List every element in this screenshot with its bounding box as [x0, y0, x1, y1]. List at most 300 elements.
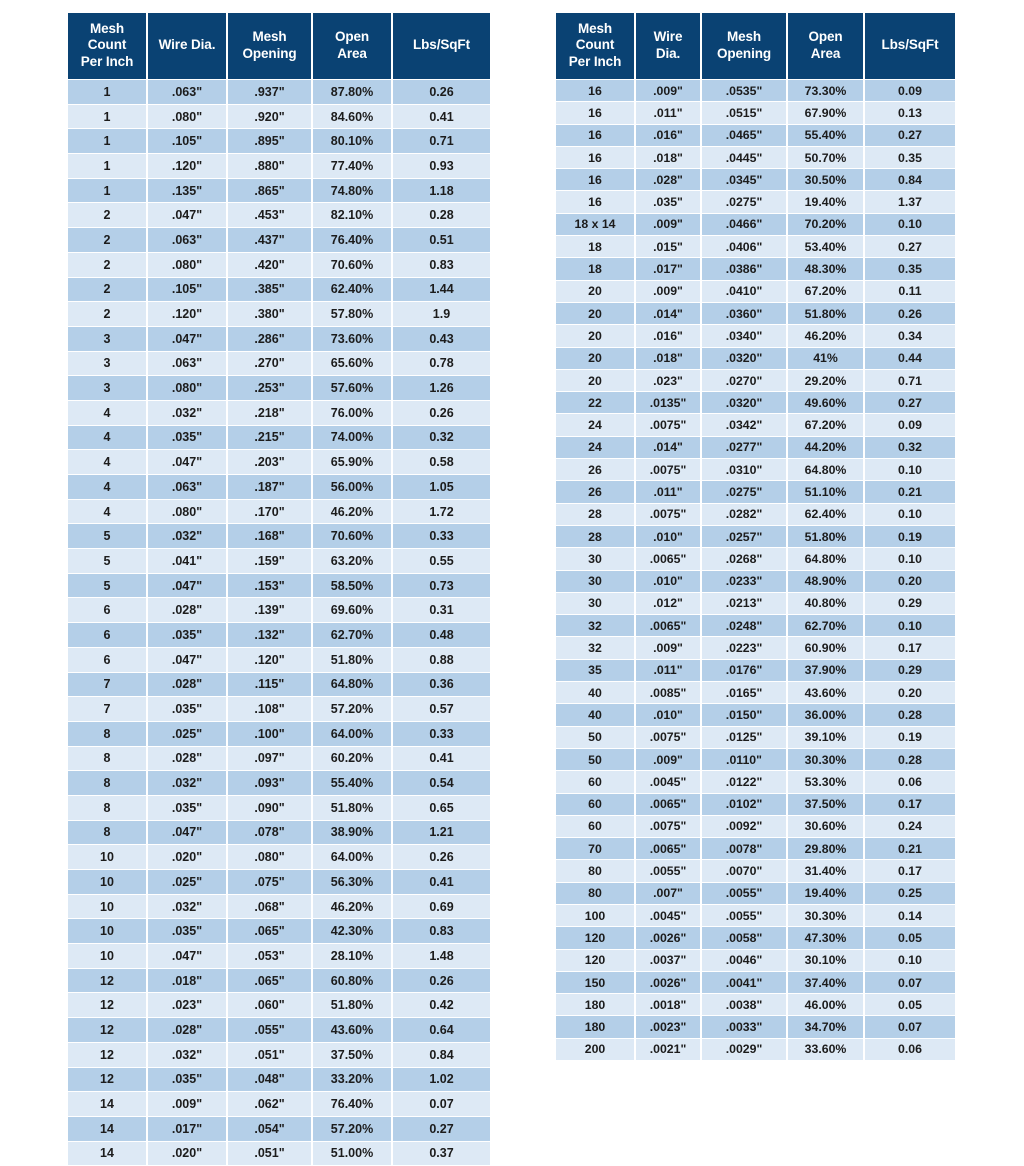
table-cell: .028" [148, 598, 228, 622]
table-row [68, 969, 490, 993]
table-cell: 0.10 [865, 950, 955, 971]
table-cell: .025" [148, 722, 228, 746]
table-cell: .0125" [702, 727, 788, 748]
table-cell: 51.80% [788, 526, 865, 547]
table-row [556, 414, 955, 435]
table-cell: .032" [148, 771, 228, 795]
table-cell: .065" [228, 969, 313, 993]
table-cell: 12 [68, 993, 148, 1017]
table-cell: 0.78 [393, 352, 490, 376]
table-row [556, 459, 955, 480]
table-row [556, 660, 955, 681]
table-cell: 0.07 [865, 1016, 955, 1037]
table-row [556, 348, 955, 369]
table-cell: 28 [556, 504, 636, 525]
table-cell: .105" [148, 129, 228, 153]
table-row [68, 1018, 490, 1042]
table-row [556, 392, 955, 413]
table-cell: 0.13 [865, 102, 955, 123]
table-cell: .115" [228, 673, 313, 697]
table-cell: .009" [636, 749, 702, 770]
table-cell: 80.10% [313, 129, 393, 153]
table-cell: .0515" [702, 102, 788, 123]
table-cell: 4 [68, 500, 148, 524]
table-cell: 0.26 [393, 845, 490, 869]
table-cell: 31.40% [788, 860, 865, 881]
table-cell: 2 [68, 228, 148, 252]
column-header-line: Mesh [726, 29, 762, 45]
table-cell: .0046" [702, 950, 788, 971]
table-cell: 0.41 [393, 870, 490, 894]
table-cell: 50 [556, 749, 636, 770]
table-cell: 0.32 [865, 437, 955, 458]
table-cell: .385" [228, 278, 313, 302]
table-cell: .047" [148, 648, 228, 672]
table-cell: 73.30% [788, 80, 865, 101]
table-row [68, 771, 490, 795]
table-cell: .097" [228, 747, 313, 771]
table-cell: 56.00% [313, 475, 393, 499]
table-cell: 67.20% [788, 281, 865, 302]
table-row [68, 821, 490, 845]
column-header-line: Opening [716, 45, 772, 61]
table-cell: 87.80% [313, 80, 393, 104]
table-cell: .453" [228, 203, 313, 227]
table-cell: .0029" [702, 1039, 788, 1060]
table-cell: 0.88 [393, 648, 490, 672]
table-row [68, 129, 490, 153]
table-cell: 36.00% [788, 704, 865, 725]
table-cell: .0445" [702, 147, 788, 168]
table-cell: .168" [228, 524, 313, 548]
table-cell: 64.80% [313, 673, 393, 697]
table-cell: 4 [68, 426, 148, 450]
table-row [556, 972, 955, 993]
table-cell: 60.20% [313, 747, 393, 771]
table-cell: .108" [228, 697, 313, 721]
table-cell: .047" [148, 203, 228, 227]
column-header-line: Count [87, 37, 127, 53]
table-cell: 30 [556, 548, 636, 569]
table-cell: 1 [68, 129, 148, 153]
table-row [556, 816, 955, 837]
table-row [68, 549, 490, 573]
table-row [68, 228, 490, 252]
table-cell: 0.58 [393, 450, 490, 474]
table-cell: 0.20 [865, 682, 955, 703]
table-cell: .880" [228, 154, 313, 178]
table-cell: .063" [148, 80, 228, 104]
table-cell: .0075" [636, 459, 702, 480]
table-row [556, 214, 955, 235]
table-cell: 57.60% [313, 376, 393, 400]
table-cell: 0.48 [393, 623, 490, 647]
table-cell: .270" [228, 352, 313, 376]
column-header-line: Area [810, 45, 841, 61]
table-cell: 51.80% [313, 648, 393, 672]
table-cell: 20 [556, 281, 636, 302]
table-cell: 3 [68, 376, 148, 400]
table-cell: .153" [228, 574, 313, 598]
table-row [68, 845, 490, 869]
table-cell: 58.50% [313, 574, 393, 598]
table-cell: 26 [556, 481, 636, 502]
table-cell: 39.10% [788, 727, 865, 748]
table-cell: 55.40% [313, 771, 393, 795]
table-cell: 1.72 [393, 500, 490, 524]
table-cell: .120" [148, 154, 228, 178]
table-cell: 43.60% [313, 1018, 393, 1042]
table-row [556, 1016, 955, 1037]
table-row [556, 548, 955, 569]
table-cell: .011" [636, 660, 702, 681]
table-cell: 60 [556, 794, 636, 815]
table-cell: 0.71 [865, 370, 955, 391]
table-row [68, 278, 490, 302]
column-header-line: Opening [242, 45, 297, 61]
table-cell: 10 [68, 919, 148, 943]
table-cell: .0055" [702, 905, 788, 926]
table-cell: .0065" [636, 794, 702, 815]
table-row [556, 281, 955, 302]
table-row [556, 704, 955, 725]
table-cell: .0277" [702, 437, 788, 458]
table-cell: 10 [68, 895, 148, 919]
table-cell: .0465" [702, 125, 788, 146]
table-cell: 37.40% [788, 972, 865, 993]
table-cell: .078" [228, 821, 313, 845]
table-cell: 4 [68, 401, 148, 425]
table-row [68, 1092, 490, 1116]
table-cell: 33.20% [313, 1068, 393, 1092]
table-cell: 0.32 [393, 426, 490, 450]
table-row [68, 1142, 490, 1166]
table-cell: 0.43 [393, 327, 490, 351]
table-cell: 14 [68, 1092, 148, 1116]
table-cell: .0055" [702, 883, 788, 904]
table-cell: 32 [556, 637, 636, 658]
table-cell: .018" [636, 147, 702, 168]
table-cell: 12 [68, 1068, 148, 1092]
table-cell: .937" [228, 80, 313, 104]
table-cell: .0257" [702, 526, 788, 547]
table-row [68, 993, 490, 1017]
table-cell: 0.10 [865, 459, 955, 480]
table-cell: 0.19 [865, 727, 955, 748]
table-cell: .014" [636, 303, 702, 324]
table-cell: 12 [68, 1043, 148, 1067]
table-row [556, 749, 955, 770]
table-cell: 1.18 [393, 179, 490, 203]
table-row [68, 524, 490, 548]
table-cell: .028" [148, 1018, 228, 1042]
table-cell: 1.05 [393, 475, 490, 499]
table-cell: .253" [228, 376, 313, 400]
table-row [556, 615, 955, 636]
table-row [556, 794, 955, 815]
table-cell: 8 [68, 747, 148, 771]
table-row [68, 796, 490, 820]
table-cell: .0058" [702, 927, 788, 948]
table-cell: .010" [636, 526, 702, 547]
table-row [556, 771, 955, 792]
table-cell: 40 [556, 682, 636, 703]
table-cell: 64.80% [788, 459, 865, 480]
table-cell: .011" [636, 102, 702, 123]
table-cell: 8 [68, 771, 148, 795]
table-cell: 12 [68, 1018, 148, 1042]
table-cell: .0386" [702, 258, 788, 279]
table-cell: 47.30% [788, 927, 865, 948]
table-row [556, 1039, 955, 1060]
table-row [68, 673, 490, 697]
table-cell: 73.60% [313, 327, 393, 351]
table-cell: 0.57 [393, 697, 490, 721]
column-header-line: Lbs/SqFt [881, 37, 939, 53]
table-cell: 46.00% [788, 994, 865, 1015]
column-header-line: Mesh [89, 20, 125, 36]
table-cell: 16 [556, 169, 636, 190]
table-cell: .047" [148, 944, 228, 968]
table-cell: .023" [636, 370, 702, 391]
table-cell: 0.27 [865, 125, 955, 146]
table-cell: .012" [636, 593, 702, 614]
table-cell: .020" [148, 1142, 228, 1166]
table-cell: 0.83 [393, 919, 490, 943]
table-row [68, 203, 490, 227]
table-cell: 0.17 [865, 860, 955, 881]
table-cell: .011" [636, 481, 702, 502]
table-cell: .286" [228, 327, 313, 351]
table-cell: .020" [148, 845, 228, 869]
table-cell: 200 [556, 1039, 636, 1060]
table-cell: .035" [148, 919, 228, 943]
table-cell: 0.84 [865, 169, 955, 190]
table-cell: 70 [556, 838, 636, 859]
table-cell: 62.40% [788, 504, 865, 525]
table-cell: 100 [556, 905, 636, 926]
table-cell: 0.05 [865, 927, 955, 948]
table-cell: 0.31 [393, 598, 490, 622]
table-row [68, 105, 490, 129]
table-cell: .0122" [702, 771, 788, 792]
table-cell: .047" [148, 574, 228, 598]
table-cell: 69.60% [313, 598, 393, 622]
table-header-left [68, 13, 490, 79]
table-cell: .032" [148, 895, 228, 919]
table-cell: 22 [556, 392, 636, 413]
table-cell: 0.06 [865, 1039, 955, 1060]
table-cell: 8 [68, 796, 148, 820]
table-cell: 0.35 [865, 147, 955, 168]
table-row [556, 860, 955, 881]
table-cell: .0065" [636, 838, 702, 859]
table-cell: .014" [636, 437, 702, 458]
table-cell: .105" [148, 278, 228, 302]
table-cell: .062" [228, 1092, 313, 1116]
header-row [556, 13, 955, 79]
table-cell: 2 [68, 253, 148, 277]
table-cell: .218" [228, 401, 313, 425]
table-cell: .0041" [702, 972, 788, 993]
table-cell: 42.30% [313, 919, 393, 943]
table-cell: .0150" [702, 704, 788, 725]
table-cell: 0.37 [393, 1142, 490, 1166]
table-cell: 0.54 [393, 771, 490, 795]
table-cell: 57.80% [313, 302, 393, 326]
table-cell: 20 [556, 325, 636, 346]
table-row [68, 401, 490, 425]
table-cell: .080" [148, 253, 228, 277]
table-cell: 0.24 [865, 816, 955, 837]
table-row [68, 500, 490, 524]
table-cell: .028" [148, 747, 228, 771]
table-cell: .090" [228, 796, 313, 820]
table-cell: .0233" [702, 571, 788, 592]
table-cell: 62.70% [788, 615, 865, 636]
table-row [556, 191, 955, 212]
table-cell: .009" [636, 281, 702, 302]
table-cell: 2 [68, 203, 148, 227]
table-cell: .035" [148, 1068, 228, 1092]
table-cell: 0.14 [865, 905, 955, 926]
column-header [228, 13, 313, 79]
column-header [556, 13, 636, 79]
table-cell: .060" [228, 993, 313, 1017]
table-cell: 51.80% [788, 303, 865, 324]
column-header [148, 13, 228, 79]
table-row [556, 80, 955, 101]
table-cell: .035" [148, 697, 228, 721]
table-row [68, 574, 490, 598]
table-cell: 7 [68, 673, 148, 697]
table-cell: 16 [556, 147, 636, 168]
column-header [788, 13, 865, 79]
table-cell: 180 [556, 1016, 636, 1037]
table-cell: .047" [148, 450, 228, 474]
table-cell: .028" [636, 169, 702, 190]
table-cell: 60.80% [313, 969, 393, 993]
table-cell: 18 [556, 236, 636, 257]
table-cell: .0038" [702, 994, 788, 1015]
table-cell: .065" [228, 919, 313, 943]
table-row [556, 593, 955, 614]
table-cell: 64.00% [313, 845, 393, 869]
table-cell: .007" [636, 883, 702, 904]
table-cell: 76.40% [313, 228, 393, 252]
table-cell: .0065" [636, 615, 702, 636]
table-cell: .0275" [702, 191, 788, 212]
table-cell: 37.50% [788, 794, 865, 815]
table-cell: 0.36 [393, 673, 490, 697]
table-row [68, 80, 490, 104]
table-cell: .047" [148, 327, 228, 351]
table-cell: .0360" [702, 303, 788, 324]
table-cell: 0.29 [865, 593, 955, 614]
table-cell: 46.20% [313, 895, 393, 919]
table-cell: .203" [228, 450, 313, 474]
table-cell: 26 [556, 459, 636, 480]
table-cell: .017" [148, 1117, 228, 1141]
table-cell: 0.83 [393, 253, 490, 277]
table-cell: .135" [148, 179, 228, 203]
table-cell: 0.33 [393, 524, 490, 548]
table-cell: 10 [68, 845, 148, 869]
table-row [68, 919, 490, 943]
table-row [556, 526, 955, 547]
table-row [556, 325, 955, 346]
table-cell: 0.10 [865, 548, 955, 569]
table-cell: 0.71 [393, 129, 490, 153]
column-header-line: Wire Dia. [158, 37, 216, 53]
table-cell: .075" [228, 870, 313, 894]
table-cell: 5 [68, 574, 148, 598]
column-header [313, 13, 393, 79]
table-cell: .010" [636, 571, 702, 592]
table-cell: 0.09 [865, 80, 955, 101]
table-cell: 62.70% [313, 623, 393, 647]
table-row [556, 838, 955, 859]
table-cell: 8 [68, 722, 148, 746]
table-cell: 37.90% [788, 660, 865, 681]
table-cell: 60 [556, 771, 636, 792]
table-row [68, 697, 490, 721]
table-cell: 57.20% [313, 697, 393, 721]
table-row [68, 895, 490, 919]
table-cell: 30 [556, 571, 636, 592]
table-cell: .0078" [702, 838, 788, 859]
table-cell: 82.10% [313, 203, 393, 227]
table-cell: .063" [148, 475, 228, 499]
table-cell: 64.80% [788, 548, 865, 569]
table-cell: .120" [228, 648, 313, 672]
table-cell: 28.10% [313, 944, 393, 968]
column-header-line: Per Inch [80, 53, 134, 69]
table-cell: 0.10 [865, 615, 955, 636]
table-cell: 32 [556, 615, 636, 636]
table-cell: .132" [228, 623, 313, 647]
table-cell: 50 [556, 727, 636, 748]
table-row [556, 682, 955, 703]
table-cell: 30.30% [788, 749, 865, 770]
table-body-right [556, 80, 955, 1060]
table-cell: 12 [68, 969, 148, 993]
table-cell: .015" [636, 236, 702, 257]
table-cell: 120 [556, 927, 636, 948]
table-cell: 0.27 [393, 1117, 490, 1141]
table-cell: 55.40% [788, 125, 865, 146]
table-cell: 44.20% [788, 437, 865, 458]
table-cell: .0406" [702, 236, 788, 257]
table-cell: 0.26 [865, 303, 955, 324]
table-cell: 3 [68, 327, 148, 351]
table-cell: 0.27 [865, 236, 955, 257]
column-header-line: Mesh [252, 29, 287, 45]
table-cell: 5 [68, 549, 148, 573]
table-row [68, 1068, 490, 1092]
table-cell: 0.06 [865, 771, 955, 792]
table-cell: 10 [68, 944, 148, 968]
table-cell: .054" [228, 1117, 313, 1141]
table-row [68, 253, 490, 277]
table-cell: 70.60% [313, 524, 393, 548]
table-cell: 0.73 [393, 574, 490, 598]
table-cell: 37.50% [313, 1043, 393, 1067]
table-cell: .035" [148, 796, 228, 820]
table-cell: .068" [228, 895, 313, 919]
table-cell: 76.00% [313, 401, 393, 425]
table-cell: 0.10 [865, 214, 955, 235]
